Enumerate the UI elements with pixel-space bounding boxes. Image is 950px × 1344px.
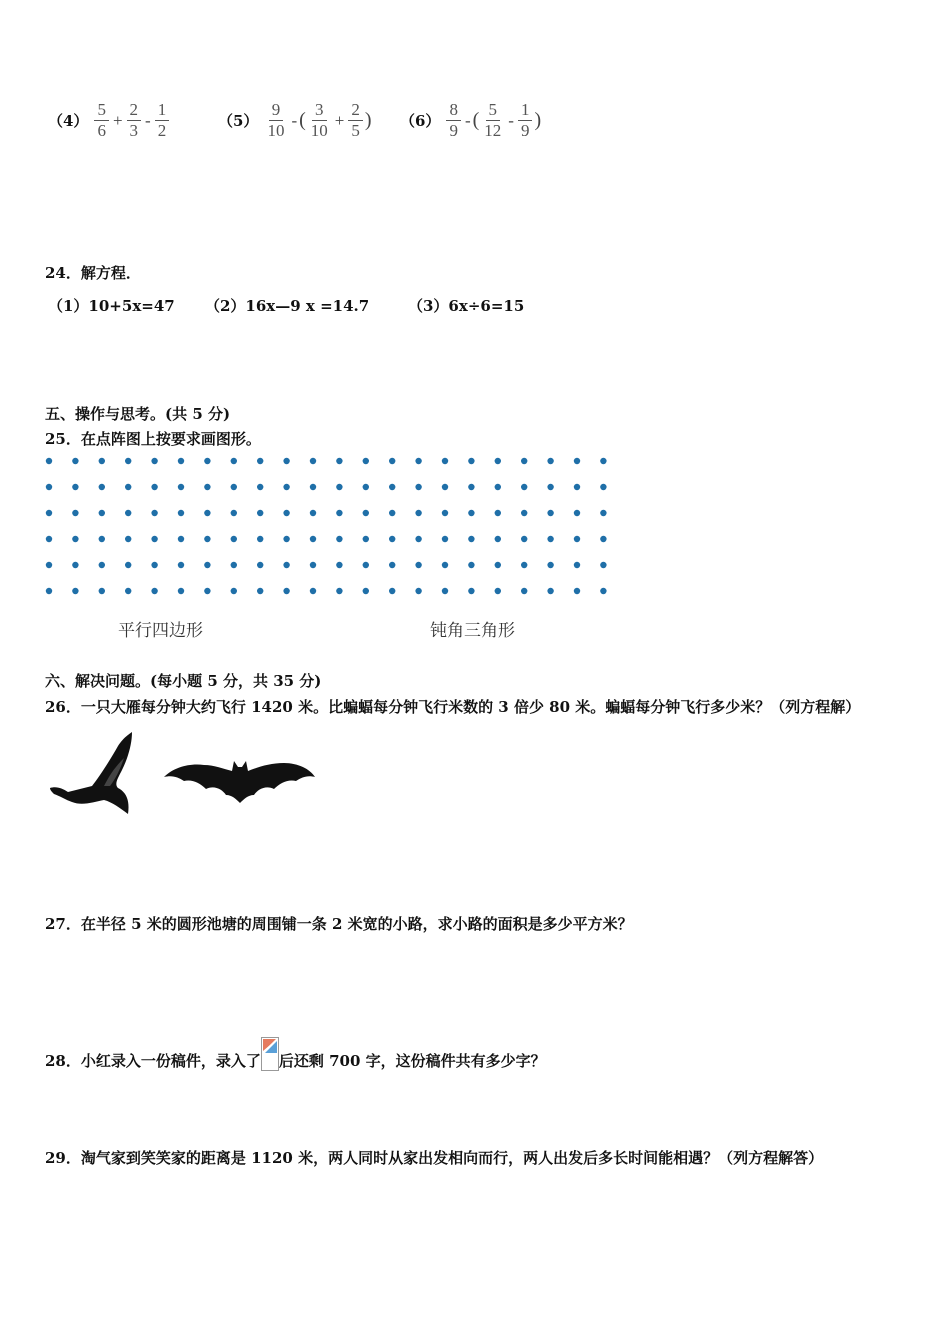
question-29: 29．淘气家到笑笑家的距离是 1120 米，两人同时从家出发相向而行，两人出发后多长时间能相遇？（列方程解答） [45, 1149, 824, 1167]
grid-dot [257, 510, 263, 516]
grid-dot [151, 588, 157, 594]
grid-dot [99, 510, 105, 516]
grid-dot [468, 562, 474, 568]
grid-dot [46, 458, 52, 464]
grid-dot [600, 536, 606, 542]
grid-dot [99, 588, 105, 594]
question-25: 25．在点阵图上按要求画图形。 [45, 430, 261, 448]
grid-dot [72, 562, 78, 568]
grid-dot [204, 458, 210, 464]
grid-dot [442, 484, 448, 490]
expression-4 [48, 100, 171, 141]
fraction: $\frac{5}{6}$ [94, 100, 109, 141]
grid-dot [178, 562, 184, 568]
grid-dot [283, 562, 289, 568]
grid-dot [72, 510, 78, 516]
grid-dot [442, 458, 448, 464]
grid-dot [363, 484, 369, 490]
equation-3: （3）6x÷6=15 [408, 297, 525, 315]
fraction: $\frac{3}{10}$ [310, 100, 328, 140]
operator: - [291, 110, 298, 130]
grid-dot [521, 562, 527, 568]
broken-image-icon [261, 1037, 279, 1071]
grid-dot [99, 458, 105, 464]
bat-image [162, 755, 317, 805]
grid-dot [363, 458, 369, 464]
grid-dot [600, 510, 606, 516]
expression-label: （5） [218, 112, 259, 130]
grid-dot [547, 536, 553, 542]
grid-dot [125, 588, 131, 594]
grid-dot [574, 484, 580, 490]
grid-dot [46, 536, 52, 542]
grid-dot [310, 562, 316, 568]
fraction: $\frac{9}{10}$ [267, 100, 285, 140]
fraction: $\frac{1}{2}$ [155, 100, 170, 141]
grid-dot [574, 536, 580, 542]
grid-dot [151, 510, 157, 516]
close-paren: ) [364, 109, 372, 131]
grid-dot [46, 588, 52, 594]
grid-dot [125, 536, 131, 542]
grid-dot [336, 588, 342, 594]
grid-dot [468, 536, 474, 542]
grid-dot [283, 536, 289, 542]
open-paren: ( [472, 109, 480, 131]
grid-dot [574, 562, 580, 568]
grid-dot [415, 536, 421, 542]
expression-label: （4） [48, 112, 89, 130]
grid-dot [125, 562, 131, 568]
question-27: 27．在半径 5 米的圆形池塘的周围铺一条 2 米宽的小路，求小路的面积是多少平方米？ [45, 915, 633, 933]
grid-dot [283, 510, 289, 516]
grid-dot [495, 536, 501, 542]
grid-dot [495, 562, 501, 568]
grid-dot [495, 510, 501, 516]
grid-dot [547, 458, 553, 464]
grid-dot [336, 458, 342, 464]
grid-dot [231, 588, 237, 594]
expression-label: （6） [400, 112, 441, 130]
grid-dot [574, 510, 580, 516]
grid-dot [151, 562, 157, 568]
fraction: $\frac{8}{9}$ [446, 100, 461, 141]
grid-dot [363, 562, 369, 568]
grid-dot [363, 510, 369, 516]
grid-dot [178, 484, 184, 490]
grid-dot [547, 562, 553, 568]
fraction: $\frac{2}{3}$ [127, 100, 142, 141]
grid-dot [151, 458, 157, 464]
grid-dot [257, 562, 263, 568]
grid-dot [178, 588, 184, 594]
grid-dot [600, 484, 606, 490]
fraction: $\frac{5}{12}$ [484, 100, 502, 140]
grid-dot [442, 588, 448, 594]
operator: + [334, 110, 345, 130]
grid-dot [547, 484, 553, 490]
grid-dot [257, 458, 263, 464]
grid-dot [495, 484, 501, 490]
grid-dot [468, 510, 474, 516]
grid-dot [178, 536, 184, 542]
grid-dot [204, 536, 210, 542]
grid-dot [283, 588, 289, 594]
grid-dot [231, 510, 237, 516]
grid-dot [204, 588, 210, 594]
open-paren: ( [299, 109, 306, 131]
grid-dot [521, 536, 527, 542]
grid-dot [415, 484, 421, 490]
grid-dot [257, 536, 263, 542]
grid-dot [336, 562, 342, 568]
grid-dot [283, 458, 289, 464]
grid-dot [336, 536, 342, 542]
grid-dot [204, 510, 210, 516]
grid-dot [389, 484, 395, 490]
grid-dot [231, 562, 237, 568]
section-5-heading: 五、操作与思考。(共 5 分) [45, 405, 231, 423]
grid-dot [442, 510, 448, 516]
operator: - [508, 110, 514, 130]
grid-dot [521, 588, 527, 594]
grid-dot [415, 458, 421, 464]
grid-dot [257, 588, 263, 594]
grid-dot [72, 458, 78, 464]
grid-dot [521, 458, 527, 464]
grid-dot [99, 562, 105, 568]
grid-dot [600, 562, 606, 568]
grid-dot [46, 484, 52, 490]
grid-dot [415, 510, 421, 516]
grid-dot [231, 458, 237, 464]
expression-6 [400, 100, 541, 141]
grid-dot [415, 588, 421, 594]
question-28-text-b: 后还剩 700 字，这份稿件共有多少字？ [278, 1052, 546, 1070]
grid-dot [46, 510, 52, 516]
operator: + [112, 110, 123, 130]
grid-dot [72, 484, 78, 490]
grid-dot [442, 562, 448, 568]
grid-dot [468, 588, 474, 594]
grid-dot [310, 536, 316, 542]
grid-dot [574, 588, 580, 594]
grid-dot [99, 536, 105, 542]
grid-dot [363, 588, 369, 594]
grid-dot [547, 588, 553, 594]
grid-dot [178, 510, 184, 516]
grid-dot [468, 484, 474, 490]
grid-dot [72, 588, 78, 594]
grid-dot [151, 484, 157, 490]
grid-dot [495, 588, 501, 594]
grid-dot [468, 458, 474, 464]
question-24-title: 24．解方程． [45, 264, 141, 282]
grid-dot [521, 484, 527, 490]
fraction: $\frac{1}{9}$ [518, 100, 533, 141]
grid-dot [389, 536, 395, 542]
grid-dot [310, 510, 316, 516]
close-paren: ) [534, 109, 542, 131]
grid-dot [521, 510, 527, 516]
grid-dot [125, 484, 131, 490]
grid-dot [99, 484, 105, 490]
grid-dot [336, 510, 342, 516]
grid-dot [310, 588, 316, 594]
grid-dot [204, 484, 210, 490]
grid-dot [363, 536, 369, 542]
grid-dot [125, 510, 131, 516]
grid-dot [495, 458, 501, 464]
grid-dot [600, 458, 606, 464]
grid-dot [336, 484, 342, 490]
grid-dot [574, 458, 580, 464]
caption-parallelogram: 平行四边形 [118, 621, 203, 641]
question-28 [45, 1037, 546, 1071]
grid-dot [283, 484, 289, 490]
grid-dot [178, 458, 184, 464]
fraction: $\frac{2}{5}$ [348, 100, 363, 141]
grid-dot [415, 562, 421, 568]
grid-dot [442, 536, 448, 542]
equation-1: （1）10+5x=47 [48, 297, 175, 315]
grid-dot [389, 458, 395, 464]
grid-dot [46, 562, 52, 568]
grid-dot [310, 458, 316, 464]
grid-dot [231, 484, 237, 490]
grid-dot [389, 588, 395, 594]
grid-dot [310, 484, 316, 490]
equation-2: （2）16x—9 x =14.7 [205, 297, 370, 315]
operator: - [464, 110, 471, 130]
grid-dot [389, 510, 395, 516]
grid-dot [125, 458, 131, 464]
grid-dot [231, 536, 237, 542]
caption-obtuse-triangle: 钝角三角形 [430, 621, 515, 641]
dot-grid [40, 452, 620, 602]
operator: - [145, 110, 151, 130]
grid-dot [204, 562, 210, 568]
grid-dot [600, 588, 606, 594]
expression-5 [218, 100, 372, 141]
question-26: 26．一只大雁每分钟大约飞行 1420 米。比蝙蝠每分钟飞行米数的 3 倍少 80 米。蝙蝠每分钟飞行多少米？（列方程解） [45, 698, 861, 716]
grid-dot [389, 562, 395, 568]
grid-dot [72, 536, 78, 542]
goose-image [48, 730, 138, 820]
grid-dot [257, 484, 263, 490]
question-28-text-a: 28．小红录入一份稿件，录入了 [45, 1052, 261, 1070]
grid-dot [151, 536, 157, 542]
section-6-heading: 六、解决问题。(每小题 5 分，共 35 分) [45, 672, 322, 690]
grid-dot [547, 510, 553, 516]
